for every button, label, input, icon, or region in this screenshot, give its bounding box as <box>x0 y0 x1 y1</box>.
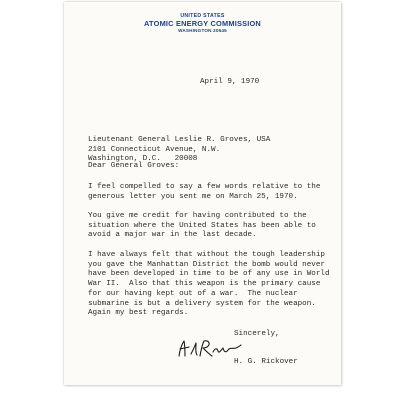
body-paragraph-3: I have always felt that without the tough leadership you gave the Manhattan District the bomb would never have been developed in time to be of any use in World War II. Also that this weapon is the primary cause for our having kept out of a war. The nuclear submarine is but a delivery system for the weapon. <box>88 251 330 308</box>
body-paragraph-4: Again my best regards. <box>88 309 189 317</box>
letterhead-location: WASHINGTON 20545 <box>178 28 227 33</box>
letterhead-country: UNITED STATES <box>180 13 225 19</box>
recipient-street: 2101 Connecticut Avenue, N.W. <box>88 145 221 154</box>
recipient-name: Lieutenant General Leslie R. Groves, USA <box>88 136 271 144</box>
closing: Sincerely, <box>234 330 280 338</box>
handwritten-signature <box>176 338 242 360</box>
letter-page <box>64 2 341 385</box>
recipient-city: Washington, D.C. 20008 <box>88 155 198 164</box>
recipient-address <box>88 136 270 165</box>
letterhead-agency: ATOMIC ENERGY COMMISSION <box>144 19 261 28</box>
body-paragraph-1: I feel compelled to say a few words relative to the generous letter you sent me on March 25, 1970. <box>88 183 321 201</box>
letter-date: April 9, 1970 <box>200 78 260 86</box>
signer-name: H. G. Rickover <box>234 358 298 366</box>
body-paragraph-2: You give me credit for having contributed to the situation where the United States has been able to avoid a major war in the last decade. <box>88 212 316 240</box>
salutation: Dear General Groves: <box>88 162 180 170</box>
